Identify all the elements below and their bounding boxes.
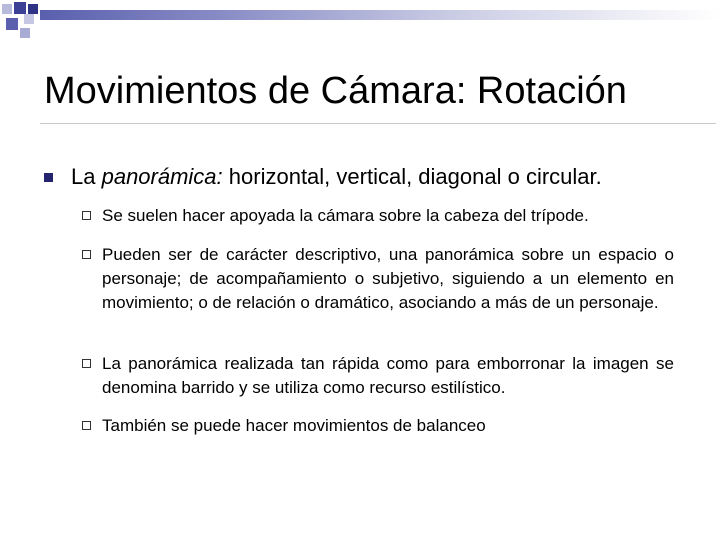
sub-bullet-3-text: La panorámica realizada tan rápida como para emborronar la imagen se denomina barrido y se utiliza como recurso estilístico. [102, 354, 674, 397]
sub-bullet-4-text: También se puede hacer movimientos de balanceo [102, 416, 486, 435]
header-decoration [0, 0, 720, 44]
sub-bullet-2-text: Pueden ser de carácter descriptivo, una panorámica sobre un espacio o personaje; de acompañamiento o subjetivo, siguiendo a un elemento en movimiento; o de relación o dramático, asociando a más de un personaje. [102, 245, 674, 312]
hollow-square-icon [81, 204, 93, 228]
main-bullet-emphasis: panorámica: [101, 164, 223, 189]
decor-square-dark-2 [6, 18, 18, 30]
decor-square-light-1 [2, 4, 12, 14]
decor-square-dark-3 [28, 4, 38, 14]
hollow-square-shape [82, 250, 91, 259]
decor-square-dark-1 [14, 2, 26, 14]
main-bullet-text [71, 163, 711, 191]
hollow-square-shape [82, 359, 91, 368]
filled-square-icon [44, 173, 53, 182]
hollow-square-shape [82, 211, 91, 220]
decor-square-light-2 [24, 14, 34, 24]
hollow-square-shape [82, 421, 91, 430]
title-divider [40, 123, 716, 124]
hollow-square-icon [81, 352, 93, 376]
main-bullet-rest: horizontal, vertical, diagonal o circular. [222, 164, 602, 189]
hollow-square-icon [81, 414, 93, 438]
decor-square-light-3 [20, 28, 30, 38]
sub-bullet-1-text: Se suelen hacer apoyada la cámara sobre la cabeza del trípode. [102, 206, 589, 225]
main-bullet-lead: La [71, 164, 102, 189]
header-gradient-bar [40, 10, 720, 20]
hollow-square-icon [81, 243, 93, 267]
slide-title: Movimientos de Cámara: Rotación [44, 70, 627, 112]
